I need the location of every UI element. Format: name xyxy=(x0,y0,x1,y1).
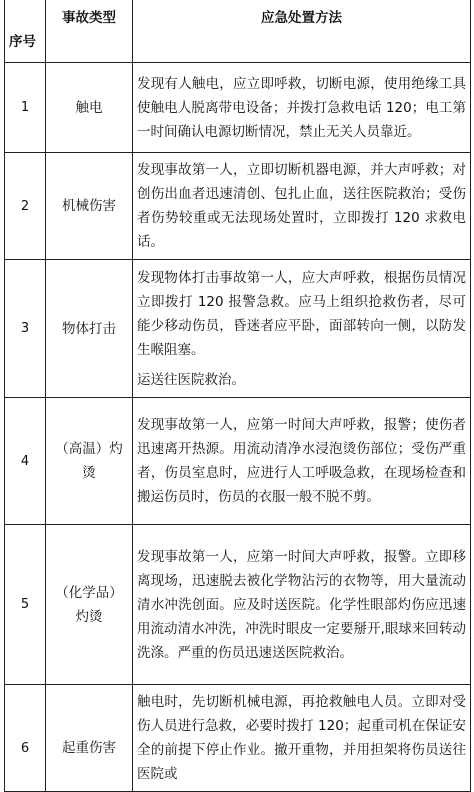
row-number: 3 xyxy=(5,260,46,398)
method-paragraph: 发现事故第一人，应第一时间大声呼救，报警；使伤者迅速离开热源。用流动清净水浸泡烫伤部位；受伤严重者，伤员室息时，应进行人工呼吸急救，在现场检查和搬运伤员时，伤员的衣服一般不脱不剪。 xyxy=(137,417,466,505)
header-label-method: 应急处置方法 xyxy=(261,10,342,26)
header-label-type: 事故类型 xyxy=(62,10,116,26)
method-paragraph: 运送往医院救治。 xyxy=(137,371,245,388)
method-paragraph: 发现事故第一人，立即切断机器电源，并大声呼救；对创伤出血者迅速清创、包扎止血，送往医院救治；受伤者伤势较重或无法现场处置时，立即拨打 120 求救电话。 xyxy=(137,162,466,250)
header-cell-type xyxy=(46,0,133,63)
table-row xyxy=(5,260,471,398)
table-row xyxy=(5,63,471,153)
method-paragraph: 发现物体打击事故第一人，应大声呼救，根据伤员情况立即拨打 120 报警急救。应马上组织抢救伤者，尽可能少移动伤员，昏迷者应平卧，面部转向一侧，以防发生喉阻塞。 xyxy=(137,269,466,358)
response-method xyxy=(133,153,471,260)
response-method xyxy=(133,260,471,398)
accident-type: （高温）灼烫 xyxy=(46,398,133,525)
emergency-response-table xyxy=(4,0,471,792)
row-number: 1 xyxy=(5,63,46,153)
method-paragraph: 发现事故第一人，应第一时间大声呼救，报警。立即移离现场，迅速脱去被化学物沾污的衣物等，用大量流动清水冲洗创面。应及时送医院。化学性眼部灼伤应迅速用流动清水冲洗，冲洗时眼皮一定要掰开,眼球来回转动洗涤。严重的伤员迅速送医院救治。 xyxy=(137,548,466,661)
row-number: 4 xyxy=(5,398,46,525)
row-number: 5 xyxy=(5,525,46,685)
method-paragraph: 发现有人触电，应立即呼救，切断电源，使用绝缘工具使触电人脱离带电设备；并拨打急救电话 120；电工第一时间确认电源切断情况，禁止无关人员靠近。 xyxy=(137,75,466,140)
header-label-no: 序号 xyxy=(9,34,36,50)
method-paragraph: 触电时，先切断机械电源，再抢救触电人员。立即对受伤人员进行急救，必要时拨打 120；起重司机在保证安全的前提下停止作业。撤开重物，并用担架将伤员送往医院或 xyxy=(137,694,466,782)
accident-type: 物体打击 xyxy=(46,260,133,398)
response-method xyxy=(133,398,471,525)
response-method xyxy=(133,63,471,153)
accident-type: 起重伤害 xyxy=(46,685,133,792)
table-row xyxy=(5,398,471,525)
table-row xyxy=(5,525,471,685)
row-number: 2 xyxy=(5,153,46,260)
response-method xyxy=(133,525,471,685)
accident-type: 机械伤害 xyxy=(46,153,133,260)
response-method xyxy=(133,685,471,792)
table-row xyxy=(5,153,471,260)
table-header-row xyxy=(5,0,471,63)
header-cell-no xyxy=(5,0,46,63)
accident-type: 触电 xyxy=(46,63,133,153)
table-row xyxy=(5,685,471,792)
row-number: 6 xyxy=(5,685,46,792)
accident-type: （化学品）灼烫 xyxy=(46,525,133,685)
header-cell-method xyxy=(133,0,471,63)
